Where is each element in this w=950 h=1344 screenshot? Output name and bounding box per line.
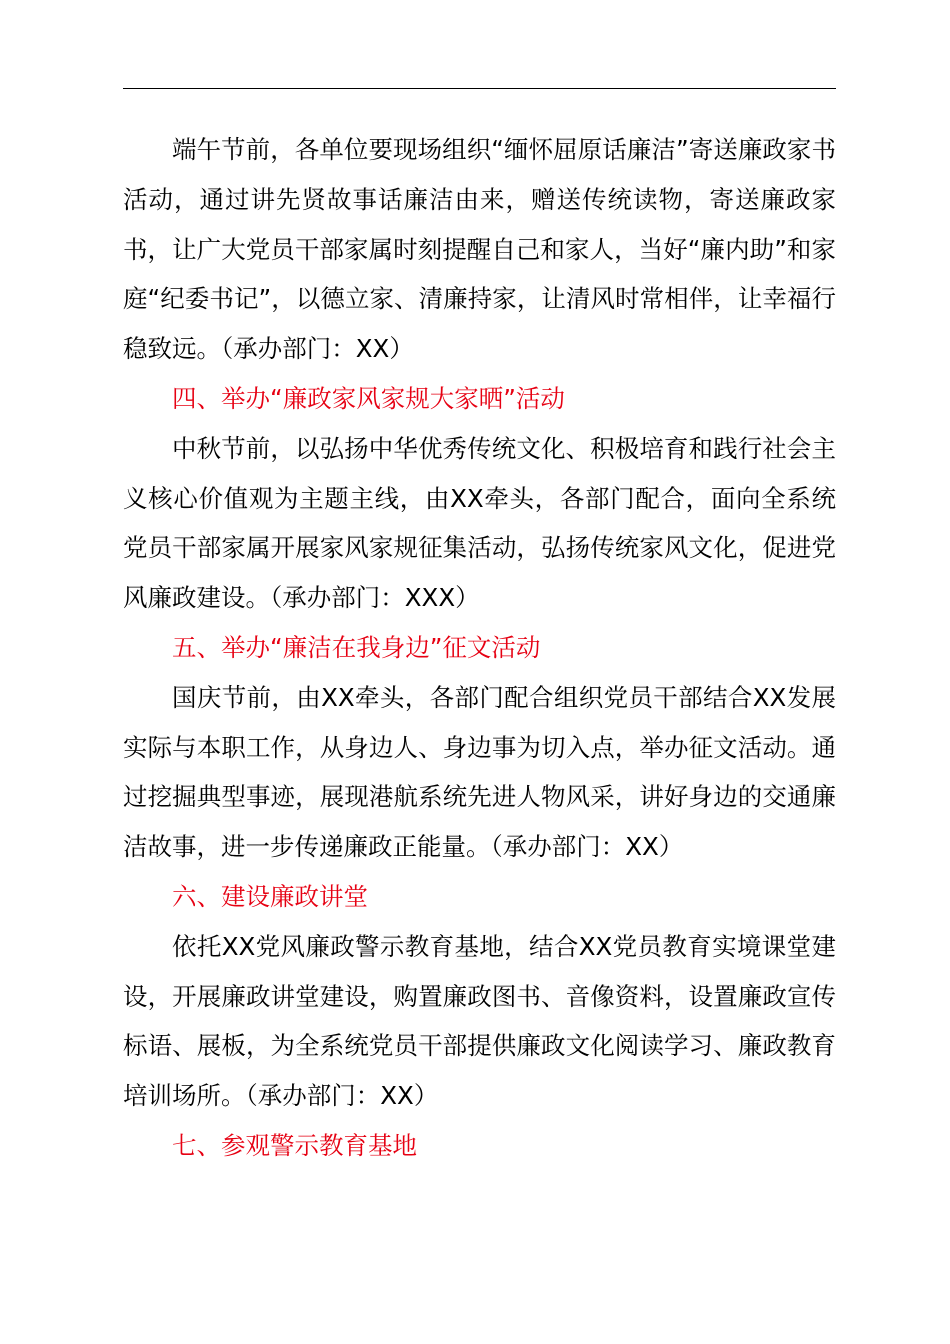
section-heading-4: 四、举办“廉政家风家规大家晒”活动 (172, 383, 565, 413)
paragraph-dragon-boat-festival: 端午节前，各单位要现场组织“缅怀屈原话廉洁”寄送廉政家书活动，通过讲先贤故事话廉洁由来，赠送传统读物，寄送廉政家书，让广大党员干部家属时刻提醒自己和家人，当好“廉内助”和家庭“纪委书记”，以德立家、清廉持家，让清风时常相伴，让幸福行稳致远。（承办部门：XX） (123, 135, 836, 364)
document-body (123, 125, 836, 1171)
paragraph-national-day: 国庆节前，由XX牵头，各部门配合组织党员干部结合XX发展实际与本职工作，从身边人、身边事为切入点，举办征文活动。通过挖掘典型事迹，展现港航系统先进人物风采，讲好身边的交通廉洁故事，进一步传递廉政正能量。（承办部门：XX） (123, 682, 836, 862)
section-heading-5: 五、举办“廉洁在我身边”征文活动 (172, 632, 541, 662)
section-heading-7: 七、参观警示教育基地 (172, 1130, 417, 1160)
paragraph-mid-autumn-festival: 中秋节前，以弘扬中华优秀传统文化、积极培育和践行社会主义核心价值观为主题主线，由XX牵头，各部门配合，面向全系统党员干部家属开展家风家规征集活动，弘扬传统家风文化，促进党风廉政建设。（承办部门：XXX） (123, 433, 836, 613)
header-rule (123, 88, 836, 89)
section-heading-6: 六、建设廉政讲堂 (172, 881, 368, 911)
paragraph-integrity-lecture-hall: 依托XX党风廉政警示教育基地，结合XX党员教育实境课堂建设，开展廉政讲堂建设，购置廉政图书、音像资料，设置廉政宣传标语、展板，为全系统党员干部提供廉政文化阅读学习、廉政教育培训场所。（承办部门：XX） (123, 931, 836, 1111)
